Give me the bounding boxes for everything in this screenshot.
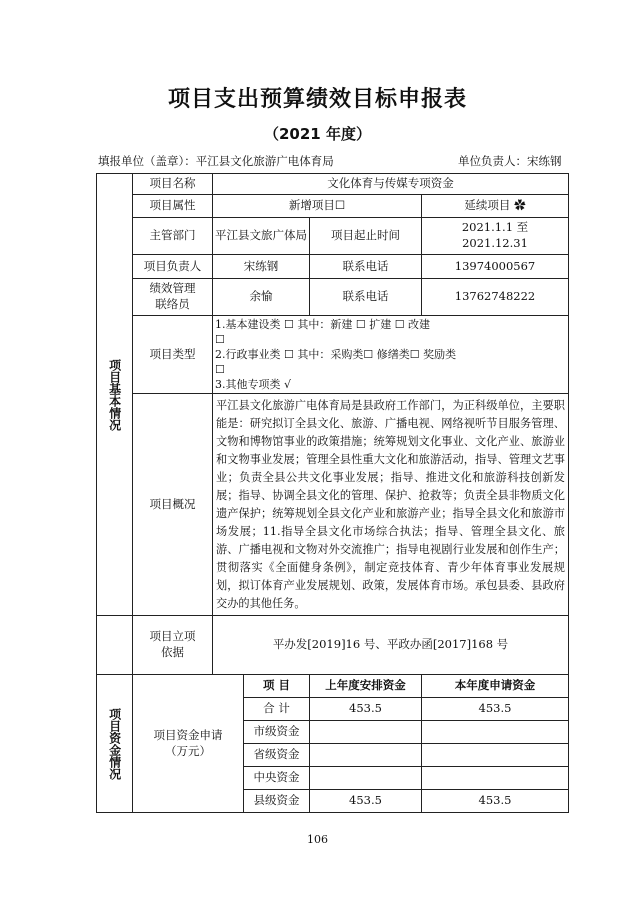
fund-row-last[interactable]: 453.5	[310, 790, 422, 813]
type-label: 项目类型	[133, 316, 213, 394]
contact-value[interactable]: 余愉	[213, 279, 310, 316]
period-start: 2021.1.1 至	[461, 220, 529, 235]
fund-row-name: 县级资金	[244, 790, 310, 813]
fund-row-this[interactable]: 453.5	[422, 790, 569, 813]
page-title: 项目支出预算绩效目标申报表	[167, 87, 467, 112]
fund-row-this[interactable]: 453.5	[422, 698, 569, 721]
col-item-header: 项 目	[244, 675, 310, 698]
contact-phone[interactable]: 13762748222	[422, 279, 569, 316]
dept-label: 主管部门	[133, 218, 213, 255]
fund-row-name: 合 计	[244, 698, 310, 721]
phone-label-2: 联系电话	[310, 279, 422, 316]
period-value[interactable]	[422, 218, 569, 255]
col-this-year-header: 本年度申请资金	[422, 675, 569, 698]
basis-value[interactable]: 平办发[2019]16 号、平政办函[2017]168 号	[213, 616, 569, 675]
attr-continue-checkbox[interactable]: 延续项目 ✿	[422, 195, 569, 218]
type-option-special[interactable]: 3.其他专项类 √	[215, 378, 292, 391]
page-number: 106	[307, 833, 328, 846]
period-end: 2021.12.31	[462, 236, 528, 250]
project-name-label: 项目名称	[133, 174, 213, 195]
year-subtitle: （2021 年度）	[264, 125, 371, 143]
fund-row-last[interactable]	[310, 744, 422, 767]
period-label: 项目起止时间	[310, 218, 422, 255]
project-attr-label: 项目属性	[133, 195, 213, 218]
leader-value[interactable]: 宋练钢	[213, 255, 310, 279]
fund-row-last[interactable]: 453.5	[310, 698, 422, 721]
fund-row-name: 省级资金	[244, 744, 310, 767]
overview-label: 项目概况	[133, 394, 213, 616]
reporting-unit: 填报单位（盖章）：平江县文化旅游广电体育局	[98, 154, 334, 168]
basis-label: 项目立项 依据	[133, 616, 213, 675]
attr-new-checkbox[interactable]: 新增项目☐	[213, 195, 422, 218]
fund-row-this[interactable]	[422, 767, 569, 790]
dept-value[interactable]: 平江县文旅广体局	[213, 218, 310, 255]
fund-row-name: 市级资金	[244, 721, 310, 744]
fund-row-last[interactable]	[310, 721, 422, 744]
section-spacer	[97, 616, 133, 675]
fund-row-last[interactable]	[310, 767, 422, 790]
fund-row-this[interactable]	[422, 721, 569, 744]
type-option-admin[interactable]: 2.行政事业类 ☐ 其中：采购类☐ 修缮类☐ 奖励类	[215, 348, 457, 361]
section-basic-info: 项目基本情况	[97, 174, 133, 616]
section-funds: 项目资金情况	[97, 675, 133, 813]
col-last-year-header: 上年度安排资金	[310, 675, 422, 698]
fund-row-this[interactable]	[422, 744, 569, 767]
type-option-construction[interactable]: 1.基本建设类 ☐ 其中：新建 ☐ 扩建 ☐ 改建	[215, 318, 431, 331]
unit-responsible: 单位负责人：宋练钢	[458, 154, 562, 168]
leader-phone[interactable]: 13974000567	[422, 255, 569, 279]
project-type-options[interactable]: 1.基本建设类 ☐ 其中：新建 ☐ 扩建 ☐ 改建 ☐ 2.行政事业类 ☐ 其中：采购类☐ 修缮类☐ 奖励类 ☐ 3.其他专项类 √	[213, 316, 569, 394]
funds-label: 项目资金申请 （万元）	[133, 675, 244, 813]
budget-form-table	[96, 173, 569, 813]
phone-label: 联系电话	[310, 255, 422, 279]
leader-label: 项目负责人	[133, 255, 213, 279]
project-name-value[interactable]: 文化体育与传媒专项资金	[213, 174, 569, 195]
overview-text[interactable]: 平江县文化旅游广电体育局是县政府工作部门，为正科级单位，主要职能是：研究拟订全县文化、旅游、广播电视、网络视听节目服务管理、文物和博物馆事业的政策措施；统筹规划文化事业、文化产业、旅游业和文物事业发展；管理全县性重大文化和旅游活动，指导、管理文艺事业；负责全县公共文化事业发展；指导、推进文化和旅游科技创新发展；指导、协调全县文化的管理、保护、抢救等；负责全县非物质文化遗产保护；统筹规划全县文化产业和旅游产业；指导全县文化和旅游市场发展；11.指导全县文化市场综合执法；指导、管理全县文化、旅游、广播电视和文物对外交流推广；指导电视剧行业发展和创作生产；贯彻落实《全面健身条例》，制定竞技体育、青少年体育事业发展规划，拟订体育产业发展规划、政策，发展体育市场。承包县委、县政府交办的其他任务。	[213, 394, 569, 616]
fund-row-name: 中央资金	[244, 767, 310, 790]
contact-label: 绩效管理 联络员	[133, 279, 213, 316]
